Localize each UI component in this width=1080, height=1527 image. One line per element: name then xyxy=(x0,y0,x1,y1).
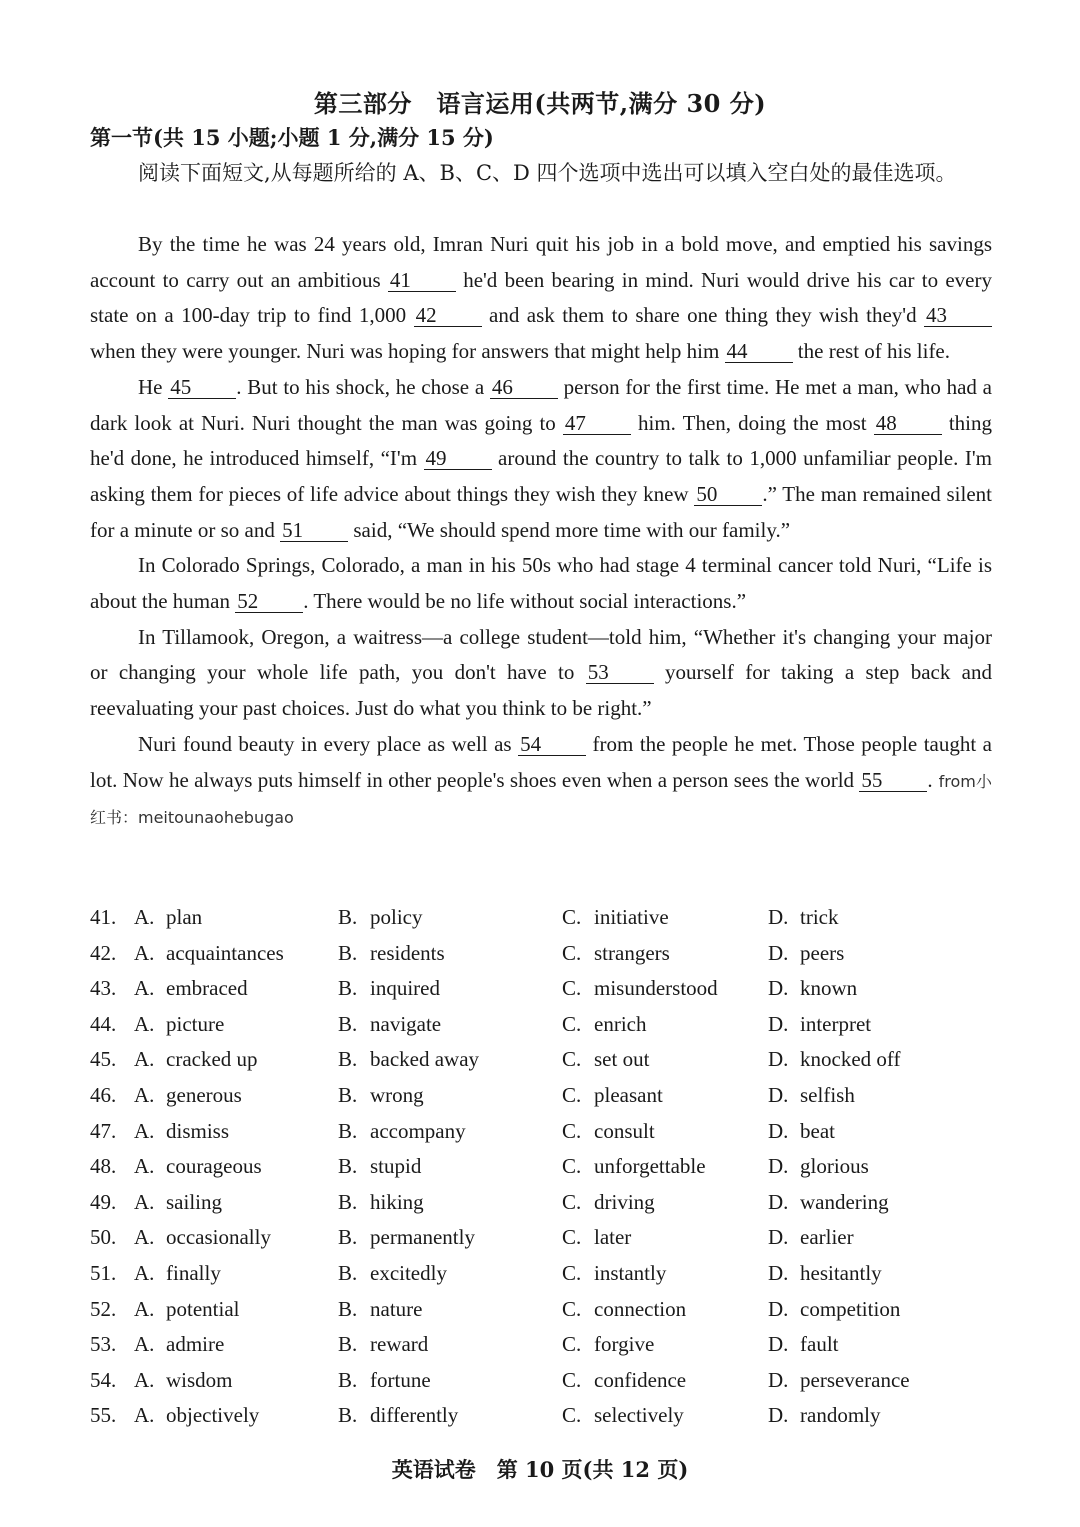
passage-text: person for the first time. He met a man, who had a dark look at Nuri. Nuri thought the man was going to xyxy=(90,374,992,435)
option-letter: C. xyxy=(562,1011,582,1036)
option-text: differently xyxy=(370,1403,459,1428)
blank-46: 46 xyxy=(490,376,558,399)
option-text: knocked off xyxy=(800,1047,901,1072)
option-b xyxy=(338,976,440,1001)
option-letter: C. xyxy=(562,940,582,965)
option-c xyxy=(562,1047,649,1072)
option-a xyxy=(134,1297,239,1322)
option-letter: A. xyxy=(134,1154,155,1179)
option-letter: C. xyxy=(562,1403,582,1428)
option-text: strangers xyxy=(594,940,670,965)
question-row xyxy=(90,1403,992,1439)
option-text: residents xyxy=(370,940,445,965)
cloze-passage xyxy=(90,227,992,836)
option-letter: B. xyxy=(338,1047,358,1072)
option-letter: B. xyxy=(338,1332,358,1357)
option-d xyxy=(768,1012,871,1037)
option-letter: A. xyxy=(134,940,155,965)
passage-text: yourself for taking a step back and reevaluating your past choices. Just do what you think to be right.” xyxy=(90,660,993,721)
option-c xyxy=(562,976,718,1001)
option-text: unforgettable xyxy=(594,1154,706,1179)
option-letter: D. xyxy=(768,940,789,965)
option-letter: B. xyxy=(338,1154,358,1179)
option-b xyxy=(338,1190,424,1215)
option-text: earlier xyxy=(800,1225,854,1250)
option-text: peers xyxy=(800,940,845,965)
passage-text: from the people he met. Those people taught a lot. Now he always puts himself in other people's shoes even when a person sees the world xyxy=(90,731,992,792)
passage-text: him. Then, doing the most xyxy=(630,410,874,435)
question-row xyxy=(90,976,992,1012)
option-b xyxy=(338,1154,421,1179)
option-letter: D. xyxy=(768,1403,789,1428)
option-c xyxy=(562,1225,631,1250)
page-footer: 英语试卷 第 10 页(共 12 页) xyxy=(391,1457,689,1482)
watermark-text: from小红书：meitounaohebugao xyxy=(90,771,992,828)
option-letter: A. xyxy=(134,1367,155,1392)
option-b xyxy=(338,941,445,966)
question-number: 53. xyxy=(90,1332,117,1357)
option-b xyxy=(338,1225,475,1250)
option-a xyxy=(134,1368,233,1393)
passage-text: around the country to talk to 1,000 unfamiliar people. I'm asking them for pieces of life advice about things they wish they knew xyxy=(90,446,992,506)
option-b xyxy=(338,905,423,930)
blank-49: 49 xyxy=(424,447,492,470)
option-letter: D. xyxy=(768,1047,789,1072)
option-text: excitedly xyxy=(370,1260,447,1285)
option-text: competition xyxy=(800,1296,901,1321)
option-text: beat xyxy=(800,1118,835,1143)
option-letter: D. xyxy=(768,1118,789,1143)
passage-text: the rest of his life. xyxy=(792,339,951,364)
part-title: 第三部分 语言运用(共两节,满分 30 分) xyxy=(313,89,767,118)
passage-text: By the time he was 24 years old, Imran Nuri quit his job in a bold move, and emptied his savings account to carry out an ambitious xyxy=(90,232,992,292)
option-d xyxy=(768,1047,901,1072)
option-letter: D. xyxy=(768,1332,789,1357)
option-text: occasionally xyxy=(166,1225,271,1250)
option-text: plan xyxy=(166,905,203,929)
passage-paragraph xyxy=(90,727,992,836)
option-text: reward xyxy=(370,1332,429,1357)
option-d xyxy=(768,976,857,1001)
option-a xyxy=(134,1047,258,1072)
option-letter: A. xyxy=(134,1260,155,1285)
question-number: 44. xyxy=(90,1011,117,1036)
option-text: selfish xyxy=(800,1082,855,1107)
passage-text: said, “We should spend more time with our family.” xyxy=(348,517,791,542)
question-row xyxy=(90,1261,992,1297)
option-letter: B. xyxy=(338,905,358,929)
option-a xyxy=(134,1225,271,1250)
options-list xyxy=(90,905,992,1439)
option-letter: D. xyxy=(768,976,789,1001)
option-b xyxy=(338,1083,424,1108)
option-b xyxy=(338,1403,458,1428)
option-letter: D. xyxy=(768,1367,789,1392)
option-letter: C. xyxy=(562,905,582,929)
option-letter: C. xyxy=(562,1189,582,1214)
option-letter: D. xyxy=(768,1154,789,1179)
question-number: 43. xyxy=(90,976,117,1001)
passage-paragraph xyxy=(90,620,992,727)
option-c xyxy=(562,1119,655,1144)
question-row xyxy=(90,1154,992,1190)
option-letter: A. xyxy=(134,1332,155,1357)
option-c xyxy=(562,1368,686,1393)
option-text: admire xyxy=(166,1332,225,1357)
option-a xyxy=(134,1119,229,1144)
option-b xyxy=(338,1047,479,1072)
option-text: interpret xyxy=(800,1011,872,1036)
question-row xyxy=(90,1012,992,1048)
option-text: glorious xyxy=(800,1154,869,1179)
option-letter: C. xyxy=(562,1260,582,1285)
option-d xyxy=(768,1225,854,1250)
option-text: wandering xyxy=(800,1189,889,1214)
option-letter: B. xyxy=(338,1296,358,1321)
option-letter: D. xyxy=(768,1260,789,1285)
blank-53: 53 xyxy=(586,661,654,684)
option-c xyxy=(562,1083,663,1108)
question-number: 48. xyxy=(90,1154,117,1179)
question-row xyxy=(90,1368,992,1404)
option-text: wisdom xyxy=(166,1367,233,1392)
option-text: forgive xyxy=(594,1332,655,1357)
question-row xyxy=(90,1297,992,1333)
option-d xyxy=(768,941,844,966)
blank-50: 50 xyxy=(694,483,762,506)
blank-47: 47 xyxy=(563,412,631,435)
option-text: confidence xyxy=(594,1367,687,1392)
option-a xyxy=(134,1261,221,1286)
option-letter: A. xyxy=(134,976,155,1001)
option-text: permanently xyxy=(370,1225,475,1250)
option-d xyxy=(768,1403,880,1428)
option-text: initiative xyxy=(594,905,669,929)
option-d xyxy=(768,1190,889,1215)
option-text: inquired xyxy=(370,976,440,1001)
option-text: potential xyxy=(166,1296,240,1321)
option-text: consult xyxy=(594,1118,655,1143)
option-d xyxy=(768,1154,869,1179)
option-text: generous xyxy=(166,1082,242,1107)
option-text: courageous xyxy=(166,1154,262,1179)
option-letter: C. xyxy=(562,1154,582,1179)
option-b xyxy=(338,1297,422,1322)
option-d xyxy=(768,1297,900,1322)
option-letter: B. xyxy=(338,1367,358,1392)
option-text: objectively xyxy=(166,1403,260,1428)
question-row xyxy=(90,1225,992,1261)
option-letter: C. xyxy=(562,1225,582,1250)
option-letter: A. xyxy=(134,1082,155,1107)
option-text: navigate xyxy=(370,1011,442,1036)
question-row xyxy=(90,1332,992,1368)
option-text: enrich xyxy=(594,1011,647,1036)
option-text: randomly xyxy=(800,1403,881,1428)
option-letter: A. xyxy=(134,1047,155,1072)
option-text: hiking xyxy=(370,1189,424,1214)
option-c xyxy=(562,941,670,966)
passage-text: and ask them to share one thing they wish they'd xyxy=(481,303,924,328)
passage-text: He xyxy=(138,374,169,399)
option-b xyxy=(338,1261,447,1286)
blank-52: 52 xyxy=(235,590,303,613)
option-text: stupid xyxy=(370,1154,422,1179)
question-number: 49. xyxy=(90,1189,117,1214)
option-c xyxy=(562,1332,654,1357)
option-letter: B. xyxy=(338,1260,358,1285)
option-text: later xyxy=(594,1225,632,1250)
blank-48: 48 xyxy=(874,412,942,435)
option-letter: B. xyxy=(338,1225,358,1250)
option-letter: D. xyxy=(768,905,789,929)
blank-55: 55 xyxy=(859,769,927,792)
option-c xyxy=(562,1297,686,1322)
option-letter: A. xyxy=(134,905,155,929)
passage-text: In Tillamook, Oregon, a waitress—a college student—told him, “Whether it's changing your major or changing your whole life path, you don't have to xyxy=(90,624,992,685)
option-text: backed away xyxy=(370,1047,480,1072)
passage-text: he'd been bearing in mind. Nuri would drive his car to every state on a 100-day trip to find 1,000 xyxy=(90,267,992,328)
blank-43: 43 xyxy=(924,304,992,327)
passage-text: In Colorado Springs, Colorado, a man in his 50s who had stage 4 terminal cancer told Nuri, “Life is about the human xyxy=(90,553,992,614)
passage-text: Nuri found beauty in every place as well as xyxy=(138,731,519,756)
option-letter: B. xyxy=(338,940,358,965)
option-text: driving xyxy=(594,1189,655,1214)
option-c xyxy=(562,1190,655,1215)
passage-paragraph xyxy=(90,548,992,619)
option-a xyxy=(134,1012,224,1037)
question-number: 42. xyxy=(90,940,117,965)
option-text: pleasant xyxy=(594,1082,663,1107)
option-c xyxy=(562,1012,646,1037)
option-letter: C. xyxy=(562,976,582,1001)
option-a xyxy=(134,1083,242,1108)
option-text: accompany xyxy=(370,1118,466,1143)
option-letter: C. xyxy=(562,1082,582,1107)
option-d xyxy=(768,1261,882,1286)
option-a xyxy=(134,1403,259,1428)
blank-54: 54 xyxy=(518,733,586,756)
option-text: nature xyxy=(370,1296,423,1321)
option-text: sailing xyxy=(166,1189,222,1214)
option-a xyxy=(134,905,202,930)
question-number: 47. xyxy=(90,1118,117,1143)
question-row xyxy=(90,1047,992,1083)
option-b xyxy=(338,1119,466,1144)
option-text: known xyxy=(800,976,858,1001)
option-letter: B. xyxy=(338,1189,358,1214)
option-letter: B. xyxy=(338,1403,358,1428)
option-text: perseverance xyxy=(800,1367,910,1392)
option-d xyxy=(768,1083,855,1108)
option-letter: A. xyxy=(134,1189,155,1214)
option-d xyxy=(768,1119,835,1144)
question-number: 52. xyxy=(90,1296,117,1321)
option-a xyxy=(134,1332,224,1357)
option-b xyxy=(338,1012,441,1037)
option-b xyxy=(338,1368,431,1393)
passage-paragraph xyxy=(90,370,992,549)
option-c xyxy=(562,905,669,930)
option-d xyxy=(768,1332,838,1357)
option-c xyxy=(562,1403,684,1428)
passage-paragraph xyxy=(90,227,992,370)
question-row xyxy=(90,905,992,941)
option-text: fortune xyxy=(370,1367,431,1392)
option-letter: C. xyxy=(562,1047,582,1072)
option-letter: D. xyxy=(768,1189,789,1214)
option-text: cracked up xyxy=(166,1047,258,1072)
option-letter: A. xyxy=(134,1011,155,1036)
option-letter: B. xyxy=(338,1082,358,1107)
blank-41: 41 xyxy=(388,269,456,292)
option-letter: D. xyxy=(768,1082,789,1107)
option-text: finally xyxy=(166,1260,221,1285)
option-letter: C. xyxy=(562,1296,582,1321)
option-letter: D. xyxy=(768,1011,789,1036)
option-text: instantly xyxy=(594,1260,667,1285)
option-a xyxy=(134,1190,222,1215)
option-text: acquaintances xyxy=(166,940,284,965)
blank-51: 51 xyxy=(280,519,348,542)
option-d xyxy=(768,1368,910,1393)
option-letter: B. xyxy=(338,1118,358,1143)
option-d xyxy=(768,905,838,930)
option-letter: B. xyxy=(338,1011,358,1036)
option-letter: B. xyxy=(338,976,358,1001)
option-c xyxy=(562,1261,666,1286)
question-number: 45. xyxy=(90,1047,117,1072)
question-number: 50. xyxy=(90,1225,117,1250)
option-text: picture xyxy=(166,1011,225,1036)
option-text: fault xyxy=(800,1332,839,1357)
option-a xyxy=(134,1154,262,1179)
option-letter: A. xyxy=(134,1296,155,1321)
blank-45: 45 xyxy=(168,376,236,399)
passage-text: when they were younger. Nuri was hoping for answers that might help him xyxy=(90,339,725,364)
passage-text: . xyxy=(927,767,933,792)
passage-text: . But to his shock, he chose a xyxy=(236,374,490,399)
question-number: 46. xyxy=(90,1082,117,1107)
question-row xyxy=(90,941,992,977)
question-number: 51. xyxy=(90,1260,117,1285)
passage-text: .” The man remained silent for a minute or so and xyxy=(90,481,993,542)
option-text: trick xyxy=(800,905,839,929)
question-row xyxy=(90,1083,992,1119)
option-letter: D. xyxy=(768,1225,789,1250)
question-number: 55. xyxy=(90,1403,117,1428)
option-letter: D. xyxy=(768,1296,789,1321)
option-b xyxy=(338,1332,428,1357)
option-text: dismiss xyxy=(166,1118,230,1143)
section-title: 第一节(共 15 小题;小题 1 分,满分 15 分) xyxy=(90,125,494,150)
option-letter: C. xyxy=(562,1367,582,1392)
option-letter: C. xyxy=(562,1332,582,1357)
blank-44: 44 xyxy=(725,340,793,363)
option-text: connection xyxy=(594,1296,687,1321)
option-c xyxy=(562,1154,706,1179)
question-number: 41. xyxy=(90,905,117,929)
option-text: selectively xyxy=(594,1403,684,1428)
passage-text: thing he'd done, he introduced himself, “I'm xyxy=(90,410,992,471)
option-letter: A. xyxy=(134,1118,155,1143)
question-row xyxy=(90,1190,992,1226)
instructions: 阅读下面短文,从每题所给的 A、B、C、D 四个选项中选出可以填入空白处的最佳选项。 xyxy=(138,161,957,185)
option-letter: C. xyxy=(562,1118,582,1143)
option-a xyxy=(134,941,284,966)
blank-42: 42 xyxy=(414,304,482,327)
question-row xyxy=(90,1119,992,1155)
option-letter: A. xyxy=(134,1225,155,1250)
option-letter: A. xyxy=(134,1403,155,1428)
option-text: wrong xyxy=(370,1082,424,1107)
passage-text: . There would be no life without social interactions.” xyxy=(303,589,747,614)
option-text: policy xyxy=(370,905,423,929)
option-text: misunderstood xyxy=(594,976,718,1001)
option-a xyxy=(134,976,248,1001)
option-text: hesitantly xyxy=(800,1260,882,1285)
option-text: embraced xyxy=(166,976,248,1001)
option-text: set out xyxy=(594,1047,650,1072)
question-number: 54. xyxy=(90,1367,117,1392)
